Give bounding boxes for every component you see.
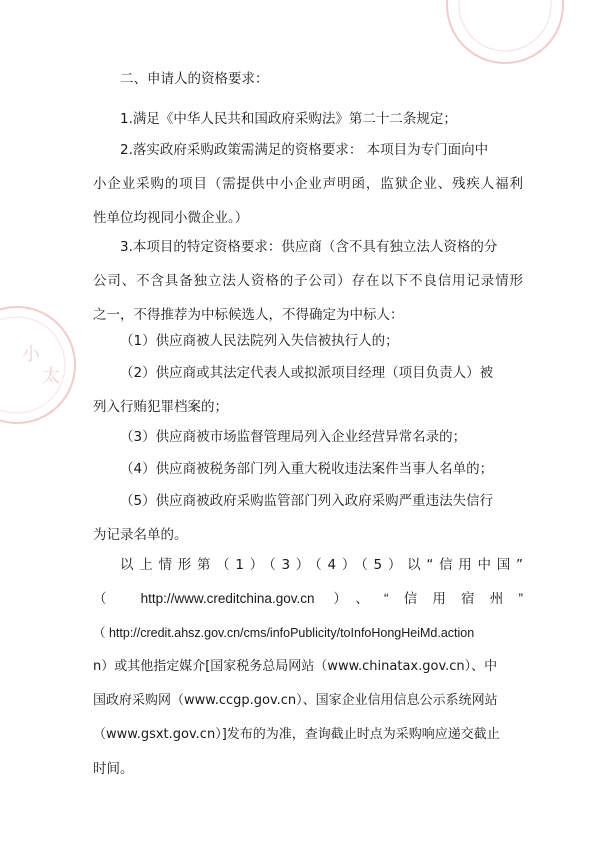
item3-line1: 3.本项目的特定资格要求：供应商（含不具有独立法人资格的分	[120, 239, 498, 255]
closing-line4: n）或其他指定媒介[国家税务总局网站（www.chinatax.gov.cn）、中	[93, 659, 498, 674]
item2-line1: 2.落实政府采购政策需满足的资格要求： 本项目为专门面向中	[120, 142, 489, 158]
svg-text:太: 太	[42, 366, 60, 387]
closing-paragraph	[93, 548, 523, 786]
requirement-item-1	[93, 102, 523, 136]
item3-line2: 公司、不含具备独立法人资格的子公司）存在以下不良信用记录情形	[93, 273, 523, 289]
sub-item-5	[93, 484, 523, 552]
sub1-text: （1）供应商被人民法院列入失信被执行人的；	[120, 333, 399, 349]
closing-line7: 时间。	[93, 761, 134, 777]
sub-item-3	[93, 420, 523, 454]
item3-line3: 之一，不得推荐为中标候选人，不得确定为中标人：	[93, 307, 404, 323]
item2-line2: 小企业采购的项目（需提供中小企业声明函，监狱企业、残疾人福利	[93, 176, 523, 192]
requirement-item-2	[93, 133, 523, 235]
closing-line3: （ http://credit.ahsz.gov.cn/cms/infoPublicity/toInfoHongHeiMd.action	[93, 626, 475, 640]
requirement-item-3	[93, 230, 523, 332]
item1-text: 1.满足《中华人民共和国政府采购法》第二十二条规定；	[120, 111, 457, 127]
closing-line5: 国政府采购网（www.ccgp.gov.cn）、国家企业信用信息公示系统网站	[93, 693, 498, 708]
closing-line1: 以上情形第（1）（3）（4）（5）以“信用中国”	[120, 557, 523, 573]
sub-item-2	[93, 356, 523, 424]
seal-top-right	[440, 0, 570, 70]
sub-item-4	[93, 452, 523, 486]
sub4-text: （4）供应商被税务部门列入重大税收违法案件当事人名单的；	[120, 461, 494, 477]
item2-line3: 性单位均视同小微企业。）	[93, 210, 249, 226]
closing-line6: （www.gsxt.gov.cn）]发布的为准，查询截止时点为采购响应递交截止	[93, 727, 500, 742]
seal-left-edge	[0, 300, 82, 430]
sub5-line2: 为记录名单的。	[93, 527, 188, 543]
sub5-line1: （5）供应商被政府采购监管部门列入政府采购严重违法失信行	[120, 493, 494, 509]
sub3-text: （3）供应商被市场监督管理局列入企业经营异常名录的；	[120, 429, 467, 445]
heading-text: 二、申请人的资格要求：	[120, 71, 269, 87]
svg-text:小: 小	[22, 344, 40, 365]
sub-item-1	[93, 324, 523, 358]
sub2-line2: 列入行贿犯罪档案的；	[93, 399, 228, 415]
sub2-line1: （2）供应商或其法定代表人或拟派项目经理（项目负责人）被	[120, 365, 494, 381]
closing-line2: （ http://www.creditchina.gov.cn ）、“信用宿州”	[93, 591, 523, 606]
section-heading	[93, 62, 523, 96]
